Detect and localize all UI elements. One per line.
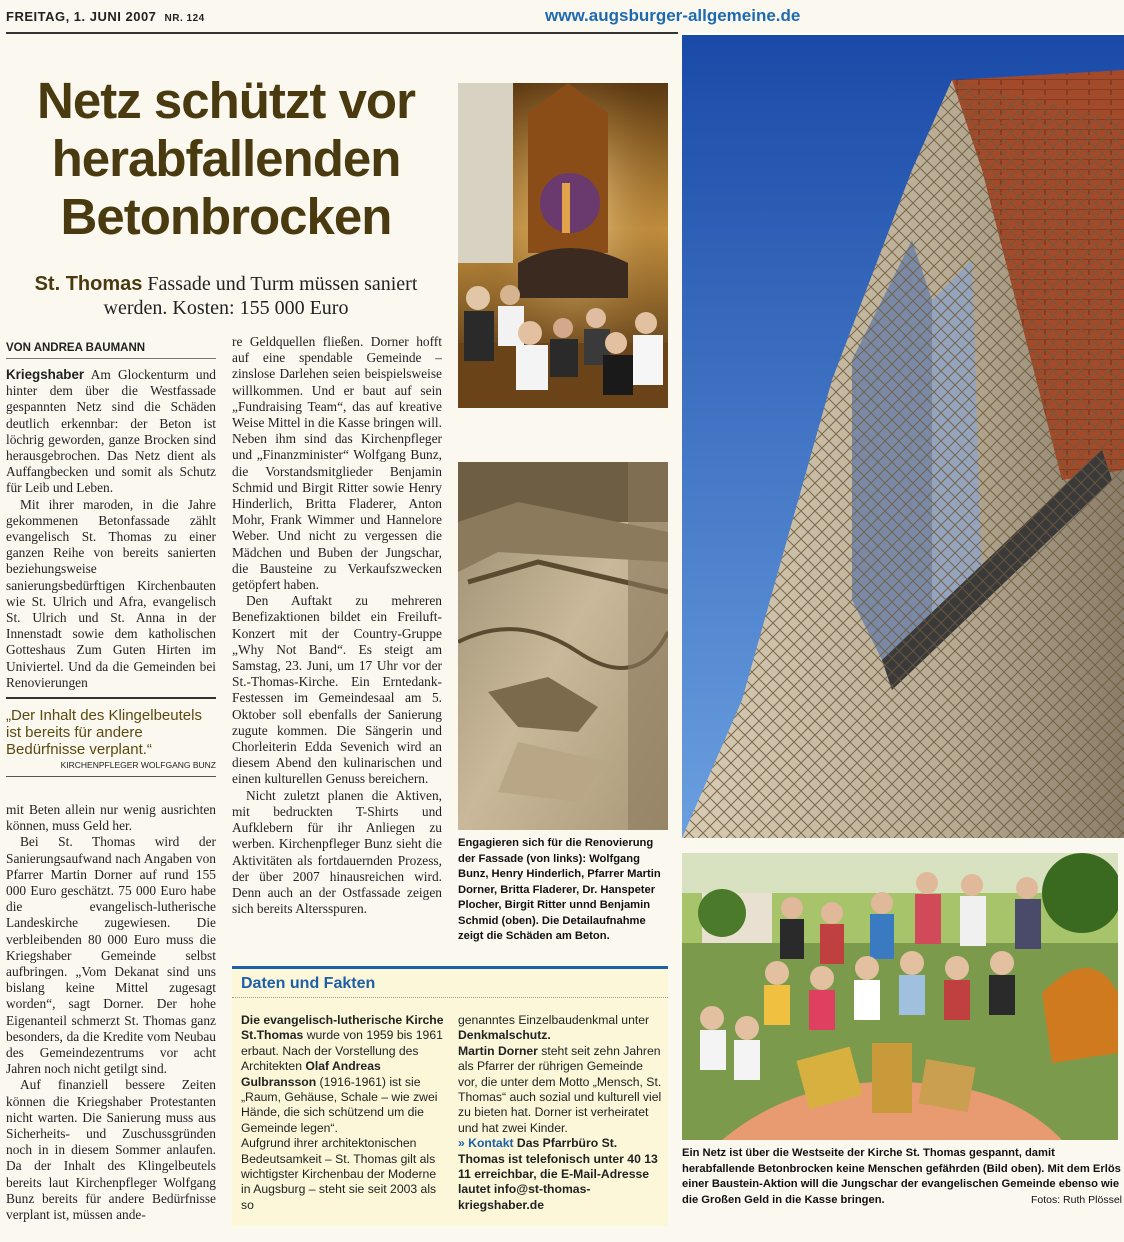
headline (6, 72, 446, 246)
facts-left-para-2: Aufgrund ihrer architektonischen Bedeutsamkeit – St. Thomas gilt als wichtigster Kirchenbau der Moderne in Augsburg – steht sie seit 2003 als so (241, 1136, 437, 1212)
subheadline-topic: St. Thomas (34, 273, 143, 295)
caption-photos-right (682, 1146, 1122, 1208)
facts-right-para-1 (458, 1013, 663, 1044)
byline: VON ANDREA BAUMANN (6, 342, 216, 359)
subheadline-text: Fassade und Turm müssen saniert werden. Kosten: 155 000 Euro (103, 273, 418, 319)
pull-quote-source: KIRCHENPFLEGER WOLFGANG BUNZ (60, 760, 216, 770)
subheadline (6, 272, 446, 320)
facts-col-right (458, 1013, 663, 1213)
headline-line-2: herabfallenden (51, 130, 401, 187)
issue-number: NR. 124 (164, 13, 205, 24)
facts-church-name: Die evangelisch-lutherische Kirche St.Thomas (241, 1013, 444, 1043)
article-column-2 (232, 334, 442, 917)
lead-place: Kriegshaber (6, 367, 85, 382)
paragraph-8: Nicht zuletzt planen die Aktiven, mit bedruckten T-Shirts und Aufklebern für ihr Anliegen zu werben. Kirchenpfleger Bunz sieht die Aktivitäten als fortdauernden Prozess, der über 2007 hinausreichen wird. Denn auch an der Ostfassade zeigen sich bereits Altersspuren. (232, 787, 442, 917)
masthead-url[interactable]: www.augsburger-allgemeine.de (545, 6, 801, 25)
photo-concrete-damage (458, 462, 668, 830)
photo-children-bricks (682, 853, 1118, 1140)
issue-date: FREITAG, 1. JUNI 2007 (6, 9, 157, 24)
facts-church-text: wurde von 1959 bis 1961 erbaut. Nach der Vorstellung des Architekten (241, 1028, 443, 1074)
facts-monument-text: genanntes Einzelbaudenkmal unter (458, 1013, 650, 1027)
facts-pastor-name: Martin Dorner (458, 1043, 538, 1058)
facts-left-para-1 (241, 1013, 446, 1136)
masthead-date (6, 9, 205, 24)
photo-church-net (682, 0, 1124, 838)
paragraph-7: Den Auftakt zu mehreren Benefizaktionen bildet ein Freiluft-Konzert mit der Country-Gruppe „Why Not Band“. Es steigt am Samstag, 23. Juni, um 17 Uhr vor der St.-Thomas-Kirche. Ein Erntedank-Festessen im Gemeindesaal am 5. Oktober soll ebenfalls der Sanierung zugute kommen. Die Sängerin und Chorleiterin Edda Sevenich wird an diesem Abend den kulinarischen und einen kulturellen Genuss bereichern. (232, 593, 442, 787)
article-column-1-top (6, 367, 216, 691)
paragraph-4: Bei St. Thomas wird der Sanierungsaufwand nach Angaben von Pfarrer Martin Dorner auf rund 155 000 Euro geschätzt. 75 000 Euro habe die evangelisch-lutherische Landeskirche zugewiesen. Die verbleibenden 80 000 Euro muss die Kriegshaber Gemeinde selbst aufbringen. „Vom Dekanat sind uns bislang keine Mittel zugesagt worden“, sagt Dorner. Der hohe Eigenanteil schmerzt St. Thomas ganz besonders, da die Kredite vom Neubau des Gemeindezentrums vor acht Jahren noch nicht getilgt sind. (6, 834, 216, 1077)
headline-line-3: Betonbrocken (60, 188, 392, 245)
photo-credit: Fotos: Ruth Plössel (1030, 1193, 1122, 1206)
facts-contact (458, 1136, 663, 1213)
photo-interior-graphic (458, 83, 668, 408)
facts-box (232, 966, 668, 1226)
photo-children-graphic (682, 853, 1118, 1140)
facts-title: Daten und Fakten (241, 975, 376, 992)
facts-col-left (241, 1013, 446, 1213)
paragraph-5: Auf finanziell bessere Zeiten können die Kriegshaber Protestanten nicht warten. Die Sanierung muss aus Sicherheits- und Zuschussgründen noch in in diesem Sommer anlaufen. Da der Inhalt des Klingelbeutels bereits laut Kirchenpfleger Wolfgang Bunz bereits für andere Bedürfnisse verplant ist, müssen ande- (6, 1077, 216, 1223)
paragraph-6: re Geldquellen fließen. Dorner hofft auf eine spendable Gemeinde – zinslose Darlehen seien beispielsweise willkommen. Und er baut auf sein „Fundraising Team“, das auf kreative Weise Mittel in die Kasse bringen will. Neben ihm sind das Kirchenpfleger und „Finanzminister“ Wolfgang Bunz, die Vorstandsmitglieder Benjamin Schmid und Birgit Ritter sowie Henry Hinderlich, Britta Fladerer, Anton Mohr, Frank Wimmer und Hannelore Weber. Und nicht zu vergessen die Mädchen und Buben der Jungschar, die Bausteine zu Verkaufszwecken getöpfert haben. (232, 334, 442, 593)
photo-net-graphic (682, 0, 1124, 838)
facts-architect-name: Olaf Andreas Gulbransson (241, 1059, 381, 1089)
caption-right-text: Ein Netz ist über die Westseite der Kirche St. Thomas gespannt, damit herabfallende Betonbrocken keine Menschen gefährden (Bild oben). Mit dem Erlös einer Baustein-Aktion will die Jungschar der evangelischen Gemeinde ebenso wie die Großen Geld in die Kasse bringen. (682, 1147, 1121, 1206)
caption-photos-middle: Engagieren sich für die Renovierung der Fassade (von links): Wolfgang Bunz, Henry Hinderlich, Pfarrer Martin Dorner, Britta Fladerer, Dr. Hanspeter Plocher, Birgit Ritter unnd Benjamin Schmid (oben). Die Detailaufnahme zeigt die Schäden am Beton. (458, 837, 661, 942)
facts-divider (232, 997, 668, 998)
pull-quote-text: „Der Inhalt des Klingelbeutels ist bereits für andere Bedürfnisse verplant.“ (6, 707, 202, 758)
photo-church-interior-group (458, 83, 668, 408)
facts-monument-label: Denkmalschutz. (458, 1028, 551, 1043)
paragraph-2: Mit ihrer maroden, in die Jahre gekommenen Betonfassade zählt evangelisch St. Thomas zu einer ganzen Reihe von bereits sanierten beziehungsweise sanierungsbedürftigen Kirchenbauten wie St. Ulrich und Afra, evangelisch St. Ulrich und St. Anna in der Innenstadt sowie dem katholischen Gotteshaus Zum Guten Hirten im Univiertel. Und da die Gemeinden bei Renovierungen (6, 496, 216, 690)
facts-architect-text: (1916-1961) ist sie „Raum, Gehäuse, Schale – wie zwei Hände, die sich schützend um die Gemeinde legen“. (241, 1074, 438, 1135)
masthead-rule (6, 32, 678, 34)
paragraph-1-text: Am Glockenturm und hinter dem über die Westfassade gespannten Netz sind die Schäden deutlich erkennbar: der Beton ist löchrig geworden, ganze Brocken sind herausgebrochen. Das Netz dient als Auffangbecken und somit als Schutz für Leib und Leben. (6, 367, 216, 496)
facts-contact-label: » Kontakt (458, 1136, 514, 1151)
facts-pastor-text: steht seit zehn Jahren als Pfarrer der rührigen Gemeinde vor, die unter dem Motto „Mensch, St. Thomas“ auch sozial und kulturell viel zu bieten hat. Dorner ist verheiratet und hat zwei Kinder. (458, 1043, 662, 1135)
photo-concrete-graphic (458, 462, 668, 830)
paragraph-3: mit Beten allein nur wenig ausrichten können, muss Geld her. (6, 802, 216, 834)
paragraph-1 (6, 367, 216, 497)
facts-contact-text[interactable]: Das Pfarrbüro St. Thomas ist telefonisch unter 40 13 11 erreichbar, die E-Mail-Adresse lautet info@st-thomas-kriegshaber.de (458, 1136, 658, 1212)
pull-quote (6, 697, 216, 777)
headline-line-1: Netz schützt vor (37, 72, 415, 129)
article-column-1-bottom (6, 802, 216, 1223)
facts-right-para-2 (458, 1044, 663, 1136)
